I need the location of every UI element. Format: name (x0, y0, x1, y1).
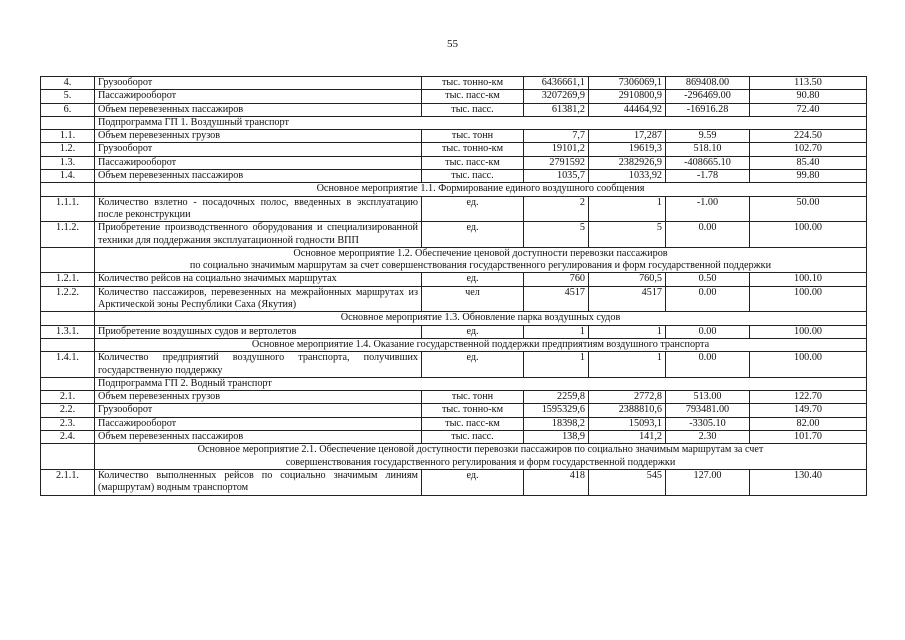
activity-title (95, 312, 867, 325)
value-cell: 1 (524, 325, 589, 338)
unit-cell: тыс. пасс. (422, 103, 524, 116)
activity-title (95, 338, 867, 351)
value-cell: 2772,8 (589, 391, 666, 404)
row-number: 2.2. (41, 404, 95, 417)
unit-cell: тыс. тонн (422, 391, 524, 404)
value-cell: 2382926,9 (589, 156, 666, 169)
row-number (41, 444, 95, 470)
percent-cell: 113.50 (750, 77, 867, 90)
unit-cell: тыс. пасс-км (422, 417, 524, 430)
value-cell: 44464,92 (589, 103, 666, 116)
row-number: 6. (41, 103, 95, 116)
percent-cell: 149.70 (750, 404, 867, 417)
row-number (41, 312, 95, 325)
table-row (41, 417, 867, 430)
indicator-name: Количество выполненных рейсов по социально значимым линиям (маршрутам) водным транспортом (95, 469, 422, 495)
percent-cell: 100.00 (750, 286, 867, 312)
activity-heading-row (41, 444, 867, 470)
deviation-cell: -408665.10 (666, 156, 750, 169)
indicator-name: Пассажирооборот (95, 90, 422, 103)
unit-cell: тыс. пасс-км (422, 156, 524, 169)
percent-cell: 130.40 (750, 469, 867, 495)
unit-cell: тыс. тонн (422, 130, 524, 143)
deviation-cell: -16916.28 (666, 103, 750, 116)
unit-cell: тыс. тонно-км (422, 143, 524, 156)
value-cell: 760 (524, 273, 589, 286)
row-number: 1.1. (41, 130, 95, 143)
activity-title-line: Основное мероприятие 1.2. Обеспечение ценовой доступности перевозки пассажиров (293, 247, 668, 259)
value-cell: 2259,8 (524, 391, 589, 404)
percent-cell: 90.80 (750, 90, 867, 103)
table-row (41, 431, 867, 444)
row-number: 1.4.1. (41, 352, 95, 378)
unit-cell: тыс. тонно-км (422, 404, 524, 417)
percent-cell: 102.70 (750, 143, 867, 156)
activity-title-line: совершенствования государственного регулирования и форм государственной поддержки (285, 456, 676, 468)
percent-cell: 50.00 (750, 196, 867, 222)
value-cell: 7306069,1 (589, 77, 666, 90)
row-number: 2.1.1. (41, 469, 95, 495)
row-number: 1.1.2. (41, 222, 95, 248)
unit-cell: ед. (422, 273, 524, 286)
activity-heading-row (41, 312, 867, 325)
row-number: 2.3. (41, 417, 95, 430)
value-cell: 1595329,6 (524, 404, 589, 417)
subprogram-row (41, 377, 867, 390)
table-row (41, 286, 867, 312)
subprogram-row (41, 116, 867, 129)
indicators-table (40, 76, 867, 496)
indicator-name: Количество взлетно - посадочных полос, введенных в эксплуатацию после реконструкции (95, 196, 422, 222)
activity-title (95, 444, 867, 470)
indicator-name: Количество рейсов на социально значимых маршрутах (95, 273, 422, 286)
activity-title-line: Основное мероприятие 1.3. Обновление парка воздушных судов (340, 312, 621, 324)
percent-cell: 72.40 (750, 103, 867, 116)
value-cell: 760,5 (589, 273, 666, 286)
indicator-name: Пассажирооборот (95, 156, 422, 169)
indicator-name: Объем перевезенных грузов (95, 391, 422, 404)
percent-cell: 224.50 (750, 130, 867, 143)
unit-cell: чел (422, 286, 524, 312)
percent-cell: 85.40 (750, 156, 867, 169)
percent-cell: 100.00 (750, 325, 867, 338)
unit-cell: ед. (422, 196, 524, 222)
value-cell: 1 (524, 352, 589, 378)
value-cell: 1035,7 (524, 170, 589, 183)
value-cell: 418 (524, 469, 589, 495)
table-row (41, 77, 867, 90)
indicator-name: Приобретение воздушных судов и вертолетов (95, 325, 422, 338)
row-number: 2.1. (41, 391, 95, 404)
percent-cell: 100.00 (750, 352, 867, 378)
indicator-name: Объем перевезенных пассажиров (95, 431, 422, 444)
indicator-name: Грузооборот (95, 143, 422, 156)
activity-title-line: по социально значимым маршрутам за счет совершенствования государственного регулирования и форм государственной поддержки (189, 260, 772, 272)
unit-cell: ед. (422, 222, 524, 248)
percent-cell: 100.00 (750, 222, 867, 248)
table-body (41, 77, 867, 496)
activity-heading-row (41, 247, 867, 273)
deviation-cell: 793481.00 (666, 404, 750, 417)
percent-cell: 99.80 (750, 170, 867, 183)
row-number: 4. (41, 77, 95, 90)
deviation-cell: -296469.00 (666, 90, 750, 103)
table-row (41, 156, 867, 169)
unit-cell: тыс. тонно-км (422, 77, 524, 90)
table-row (41, 404, 867, 417)
deviation-cell: 869408.00 (666, 77, 750, 90)
percent-cell: 100.10 (750, 273, 867, 286)
value-cell: 18398,2 (524, 417, 589, 430)
percent-cell: 101.70 (750, 431, 867, 444)
row-number (41, 377, 95, 390)
value-cell: 1 (589, 325, 666, 338)
activity-title-line: Основное мероприятие 1.4. Оказание государственной поддержки предприятиям воздушного транспорта (251, 338, 710, 350)
indicator-name: Количество пассажиров, перевезенных на межрайонных маршрутах из Арктической зоны Республики Саха (Якутия) (95, 286, 422, 312)
indicator-name: Объем перевезенных пассажиров (95, 103, 422, 116)
unit-cell: ед. (422, 352, 524, 378)
table-row (41, 222, 867, 248)
indicator-name: Количество предприятий воздушного транспорта, получивших государственную поддержку (95, 352, 422, 378)
deviation-cell: 0.00 (666, 286, 750, 312)
row-number: 1.2. (41, 143, 95, 156)
deviation-cell: -3305.10 (666, 417, 750, 430)
row-number: 1.2.1. (41, 273, 95, 286)
deviation-cell: 2.30 (666, 431, 750, 444)
table-row (41, 352, 867, 378)
unit-cell: ед. (422, 469, 524, 495)
table-row (41, 325, 867, 338)
table-row (41, 103, 867, 116)
table-row (41, 130, 867, 143)
value-cell: 138,9 (524, 431, 589, 444)
activity-title-line: Основное мероприятие 1.1. Формирование единого воздушного сообщения (316, 183, 645, 195)
unit-cell: тыс. пасс-км (422, 90, 524, 103)
value-cell: 141,2 (589, 431, 666, 444)
table-row (41, 196, 867, 222)
activity-title (95, 183, 867, 196)
value-cell: 19101,2 (524, 143, 589, 156)
row-number: 2.4. (41, 431, 95, 444)
row-number: 1.1.1. (41, 196, 95, 222)
indicator-name: Объем перевезенных пассажиров (95, 170, 422, 183)
indicator-name: Пассажирооборот (95, 417, 422, 430)
row-number (41, 116, 95, 129)
indicator-name: Грузооборот (95, 404, 422, 417)
row-number: 1.4. (41, 170, 95, 183)
row-number: 1.2.2. (41, 286, 95, 312)
row-number (41, 247, 95, 273)
subprogram-title: Подпрограмма ГП 2. Водный транспорт (95, 377, 867, 390)
indicator-name: Объем перевезенных грузов (95, 130, 422, 143)
value-cell: 3207269,9 (524, 90, 589, 103)
activity-heading-row (41, 338, 867, 351)
value-cell: 2910800,9 (589, 90, 666, 103)
row-number (41, 183, 95, 196)
unit-cell: ед. (422, 325, 524, 338)
value-cell: 5 (589, 222, 666, 248)
value-cell: 5 (524, 222, 589, 248)
row-number: 1.3. (41, 156, 95, 169)
row-number: 5. (41, 90, 95, 103)
value-cell: 4517 (589, 286, 666, 312)
unit-cell: тыс. пасс. (422, 431, 524, 444)
percent-cell: 82.00 (750, 417, 867, 430)
value-cell: 4517 (524, 286, 589, 312)
deviation-cell: 127.00 (666, 469, 750, 495)
value-cell: 1 (589, 196, 666, 222)
indicator-name: Грузооборот (95, 77, 422, 90)
deviation-cell: 9.59 (666, 130, 750, 143)
value-cell: 1033,92 (589, 170, 666, 183)
value-cell: 17,287 (589, 130, 666, 143)
row-number (41, 338, 95, 351)
deviation-cell: 0.50 (666, 273, 750, 286)
table-row (41, 170, 867, 183)
deviation-cell: 0.00 (666, 325, 750, 338)
activity-title-line: Основное мероприятие 2.1. Обеспечение ценовой доступности перевозки пассажиров по социально значимым маршрутам за счет (197, 444, 764, 456)
value-cell: 545 (589, 469, 666, 495)
deviation-cell: 513.00 (666, 391, 750, 404)
value-cell: 19619,3 (589, 143, 666, 156)
value-cell: 2791592 (524, 156, 589, 169)
row-number: 1.3.1. (41, 325, 95, 338)
deviation-cell: 518.10 (666, 143, 750, 156)
deviation-cell: 0.00 (666, 222, 750, 248)
unit-cell: тыс. пасс. (422, 170, 524, 183)
value-cell: 15093,1 (589, 417, 666, 430)
value-cell: 61381,2 (524, 103, 589, 116)
value-cell: 2388810,6 (589, 404, 666, 417)
percent-cell: 122.70 (750, 391, 867, 404)
deviation-cell: 0.00 (666, 352, 750, 378)
subprogram-title: Подпрограмма ГП 1. Воздушный транспорт (95, 116, 867, 129)
table-row (41, 90, 867, 103)
value-cell: 1 (589, 352, 666, 378)
deviation-cell: -1.00 (666, 196, 750, 222)
activity-title (95, 247, 867, 273)
table-row (41, 469, 867, 495)
page-number: 55 (447, 38, 458, 50)
value-cell: 7,7 (524, 130, 589, 143)
table-row (41, 391, 867, 404)
table-row (41, 273, 867, 286)
value-cell: 2 (524, 196, 589, 222)
activity-heading-row (41, 183, 867, 196)
table-row (41, 143, 867, 156)
indicator-name: Приобретение производственного оборудования и специализированной техники для поддержания эксплуатационной годности ВПП (95, 222, 422, 248)
deviation-cell: -1.78 (666, 170, 750, 183)
value-cell: 6436661,1 (524, 77, 589, 90)
